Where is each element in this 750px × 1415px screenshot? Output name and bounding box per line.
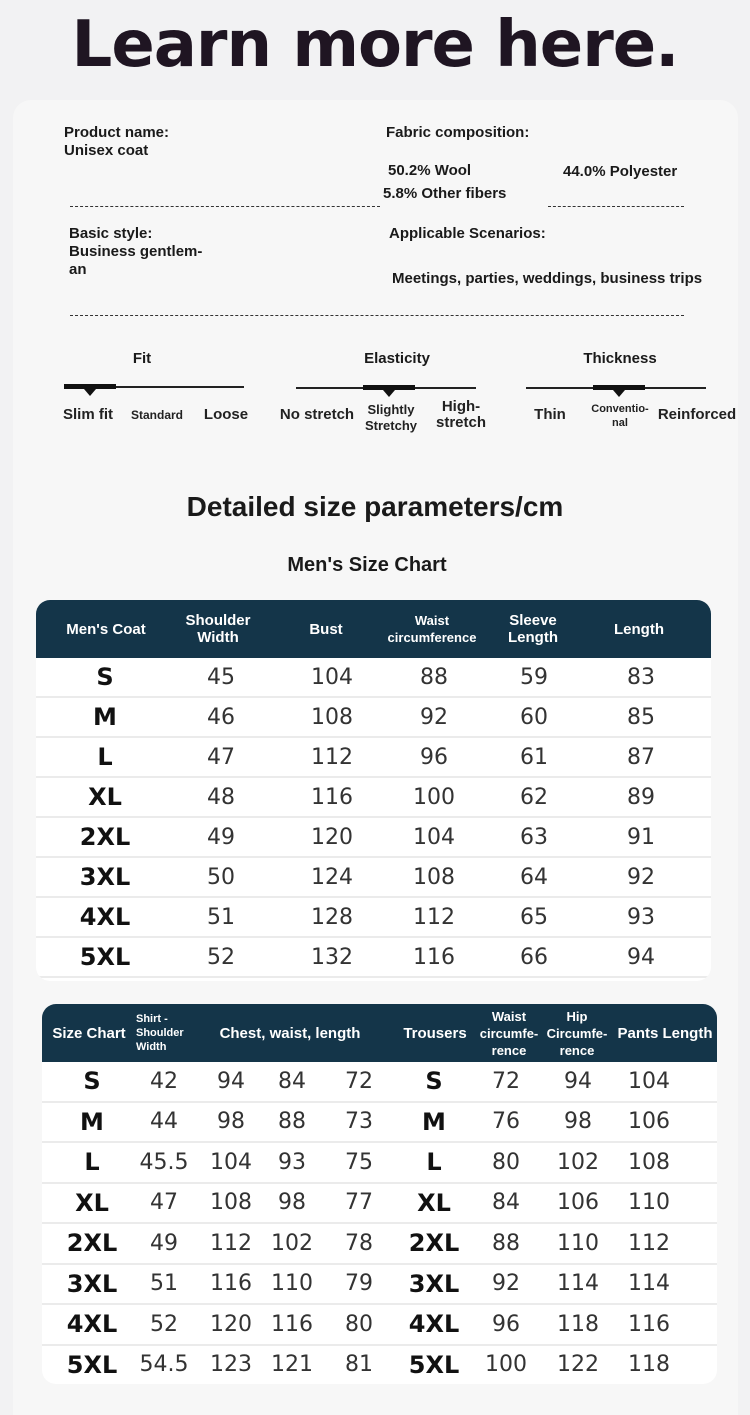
value-cell: 106 [557, 1190, 599, 1216]
value-cell: 116 [271, 1311, 313, 1337]
size-cell: M [422, 1107, 446, 1136]
header-cell: Length [614, 620, 664, 638]
value-cell: 118 [628, 1352, 670, 1378]
table-body [42, 1062, 717, 1384]
divider [548, 206, 684, 207]
value-cell: 48 [207, 784, 235, 810]
scenarios-value: Meetings, parties, weddings, business trips [392, 270, 703, 287]
size-cell: S [425, 1067, 443, 1096]
value-cell: 116 [311, 784, 353, 810]
value-cell: 52 [207, 944, 235, 970]
value-cell: 85 [627, 704, 655, 730]
size-cell: 5XL [66, 1350, 118, 1379]
value-cell: 91 [627, 824, 655, 850]
size-cell: 2XL [79, 823, 131, 851]
value-cell: 47 [207, 744, 235, 770]
header-cell: Waist circumfe-rence [479, 1008, 539, 1058]
value-cell: 87 [627, 744, 655, 770]
thickness-option-conventional: Conventio-nal [591, 403, 649, 429]
size-cell: 3XL [408, 1269, 460, 1298]
value-cell: 89 [627, 784, 655, 810]
table-row [36, 898, 711, 938]
size-cell: L [426, 1148, 442, 1177]
table-row [36, 818, 711, 858]
table-row [42, 1265, 717, 1306]
section-title: Detailed size parameters/cm [186, 491, 564, 522]
table-row [42, 1346, 717, 1385]
header-cell: Pants Length [617, 1024, 713, 1042]
value-cell: 98 [564, 1109, 592, 1135]
value-cell: 102 [271, 1230, 313, 1256]
value-cell: 64 [520, 864, 548, 890]
value-cell: 124 [311, 864, 353, 890]
table-header [42, 1004, 717, 1062]
value-cell: 116 [413, 944, 455, 970]
divider [70, 206, 380, 207]
coat-size-table [36, 600, 711, 981]
value-cell: 78 [345, 1230, 373, 1256]
size-cell: L [84, 1148, 100, 1177]
value-cell: 108 [628, 1149, 670, 1175]
value-cell: 122 [557, 1352, 599, 1378]
value-cell: 77 [345, 1190, 373, 1216]
fabric-polyester: 44.0% Polyester [563, 163, 678, 180]
fit-option-slim: Slim fit [62, 406, 113, 423]
value-cell: 60 [520, 704, 548, 730]
value-cell: 59 [520, 664, 548, 690]
value-cell: 93 [278, 1149, 306, 1175]
value-cell: 123 [210, 1352, 252, 1378]
value-cell: 96 [420, 744, 448, 770]
value-cell: 50 [207, 864, 235, 890]
table-row [36, 658, 711, 698]
value-cell: 84 [278, 1068, 306, 1094]
value-cell: 51 [207, 904, 235, 930]
value-cell: 46 [207, 704, 235, 730]
table-row [42, 1224, 717, 1265]
table-row [36, 698, 711, 738]
value-cell: 104 [413, 824, 455, 850]
thickness-option-thin: Thin [534, 406, 566, 423]
value-cell: 92 [627, 864, 655, 890]
value-cell: 98 [217, 1109, 245, 1135]
size-cell: XL [417, 1188, 451, 1217]
header-cell: Shirt - Shoulder Width [136, 1013, 184, 1053]
page-title: Learn more here. [71, 8, 679, 82]
value-cell: 61 [520, 744, 548, 770]
value-cell: 45 [207, 664, 235, 690]
value-cell: 102 [557, 1149, 599, 1175]
thickness-option-reinforced: Reinforced [657, 406, 737, 423]
header-cell: Shoulder Width [185, 612, 251, 646]
value-cell: 108 [311, 704, 353, 730]
header-cell: Chest, waist, length [219, 1024, 361, 1042]
value-cell: 118 [557, 1311, 599, 1337]
value-cell: 72 [345, 1068, 373, 1094]
value-cell: 96 [492, 1311, 520, 1337]
table-row [42, 1305, 717, 1346]
value-cell: 75 [345, 1149, 373, 1175]
value-cell: 93 [627, 904, 655, 930]
fit-marker-icon [84, 389, 96, 396]
value-cell: 112 [413, 904, 455, 930]
value-cell: 104 [628, 1068, 670, 1094]
table-row [36, 738, 711, 778]
value-cell: 83 [627, 664, 655, 690]
value-cell: 112 [311, 744, 353, 770]
value-cell: 112 [628, 1230, 670, 1256]
fabric-label: Fabric composition: [386, 124, 530, 141]
size-cell: S [96, 663, 114, 691]
value-cell: 110 [628, 1190, 670, 1216]
product-name-label: Product name: [64, 124, 170, 141]
value-cell: 80 [345, 1311, 373, 1337]
value-cell: 132 [311, 944, 353, 970]
header-cell: Hip Circumfe-rence [546, 1008, 608, 1058]
divider [70, 315, 684, 316]
header-cell: Men's Coat [66, 620, 146, 638]
value-cell: 92 [492, 1271, 520, 1297]
size-cell: XL [75, 1188, 109, 1217]
combo-size-table [42, 1004, 717, 1384]
size-cell: S [83, 1067, 101, 1096]
value-cell: 106 [628, 1109, 670, 1135]
value-cell: 120 [311, 824, 353, 850]
value-cell: 51 [150, 1271, 178, 1297]
fabric-other: 5.8% Other fibers [383, 185, 507, 202]
value-cell: 52 [150, 1311, 178, 1337]
size-cell: M [80, 1107, 104, 1136]
elasticity-option-slight: Slightly Stretchy [364, 402, 418, 433]
table-row [42, 1143, 717, 1184]
value-cell: 128 [311, 904, 353, 930]
table-row [42, 1062, 717, 1103]
size-cell: 3XL [79, 863, 131, 891]
size-cell: 4XL [66, 1310, 118, 1339]
value-cell: 100 [485, 1352, 527, 1378]
style-value-cont: an [69, 261, 87, 278]
value-cell: 108 [210, 1190, 252, 1216]
elasticity-marker-icon [383, 390, 395, 397]
size-cell: L [97, 743, 113, 771]
value-cell: 49 [207, 824, 235, 850]
value-cell: 44 [150, 1109, 178, 1135]
header-cell: Trousers [403, 1024, 467, 1042]
thickness-marker-icon [613, 390, 625, 397]
size-cell: 5XL [79, 943, 131, 971]
thickness-title: Thickness [583, 350, 657, 367]
size-cell: 4XL [408, 1310, 460, 1339]
table-body [36, 658, 711, 978]
value-cell: 79 [345, 1271, 373, 1297]
value-cell: 73 [345, 1109, 373, 1135]
value-cell: 80 [492, 1149, 520, 1175]
value-cell: 114 [557, 1271, 599, 1297]
value-cell: 62 [520, 784, 548, 810]
value-cell: 92 [420, 704, 448, 730]
table-row [42, 1184, 717, 1225]
value-cell: 88 [492, 1230, 520, 1256]
value-cell: 88 [278, 1109, 306, 1135]
elasticity-option-none: No stretch [279, 406, 355, 423]
value-cell: 54.5 [139, 1352, 189, 1378]
fit-title: Fit [132, 350, 152, 367]
value-cell: 47 [150, 1190, 178, 1216]
value-cell: 63 [520, 824, 548, 850]
value-cell: 116 [628, 1311, 670, 1337]
style-label: Basic style: [69, 225, 153, 242]
size-cell: 2XL [408, 1229, 460, 1258]
value-cell: 120 [210, 1311, 252, 1337]
value-cell: 108 [413, 864, 455, 890]
table-header [36, 600, 711, 658]
fabric-wool: 50.2% Wool [388, 162, 472, 179]
value-cell: 72 [492, 1068, 520, 1094]
value-cell: 121 [271, 1352, 313, 1378]
value-cell: 88 [420, 664, 448, 690]
value-cell: 45.5 [139, 1149, 189, 1175]
scenarios-label: Applicable Scenarios: [389, 225, 546, 242]
table-row [36, 778, 711, 818]
fit-option-loose: Loose [203, 406, 249, 423]
fit-option-standard: Standard [130, 408, 183, 422]
elasticity-title: Elasticity [364, 350, 430, 367]
size-cell: 2XL [66, 1229, 118, 1258]
chart-title: Men's Size Chart [287, 554, 447, 576]
size-cell: 3XL [66, 1269, 118, 1298]
value-cell: 104 [210, 1149, 252, 1175]
value-cell: 94 [217, 1068, 245, 1094]
value-cell: 116 [210, 1271, 252, 1297]
elasticity-option-high: High-stretch [435, 398, 487, 431]
size-cell: 5XL [408, 1350, 460, 1379]
value-cell: 110 [557, 1230, 599, 1256]
value-cell: 110 [271, 1271, 313, 1297]
size-cell: M [93, 703, 117, 731]
value-cell: 76 [492, 1109, 520, 1135]
header-cell: Size Chart [52, 1024, 126, 1042]
style-value: Business gentlem- [69, 243, 203, 260]
value-cell: 98 [278, 1190, 306, 1216]
value-cell: 94 [627, 944, 655, 970]
product-name-value: Unisex coat [64, 142, 149, 159]
value-cell: 114 [628, 1271, 670, 1297]
header-cell: Bust [309, 620, 343, 638]
header-cell: Sleeve Length [508, 612, 558, 646]
value-cell: 42 [150, 1068, 178, 1094]
value-cell: 100 [413, 784, 455, 810]
value-cell: 65 [520, 904, 548, 930]
value-cell: 104 [311, 664, 353, 690]
value-cell: 81 [345, 1352, 373, 1378]
value-cell: 112 [210, 1230, 252, 1256]
table-row [42, 1103, 717, 1144]
size-cell: XL [88, 783, 122, 811]
value-cell: 66 [520, 944, 548, 970]
size-cell: 4XL [79, 903, 131, 931]
table-row [36, 858, 711, 898]
header-cell: Waist circumference [387, 613, 477, 645]
value-cell: 84 [492, 1190, 520, 1216]
value-cell: 94 [564, 1068, 592, 1094]
table-row [36, 938, 711, 978]
value-cell: 49 [150, 1230, 178, 1256]
